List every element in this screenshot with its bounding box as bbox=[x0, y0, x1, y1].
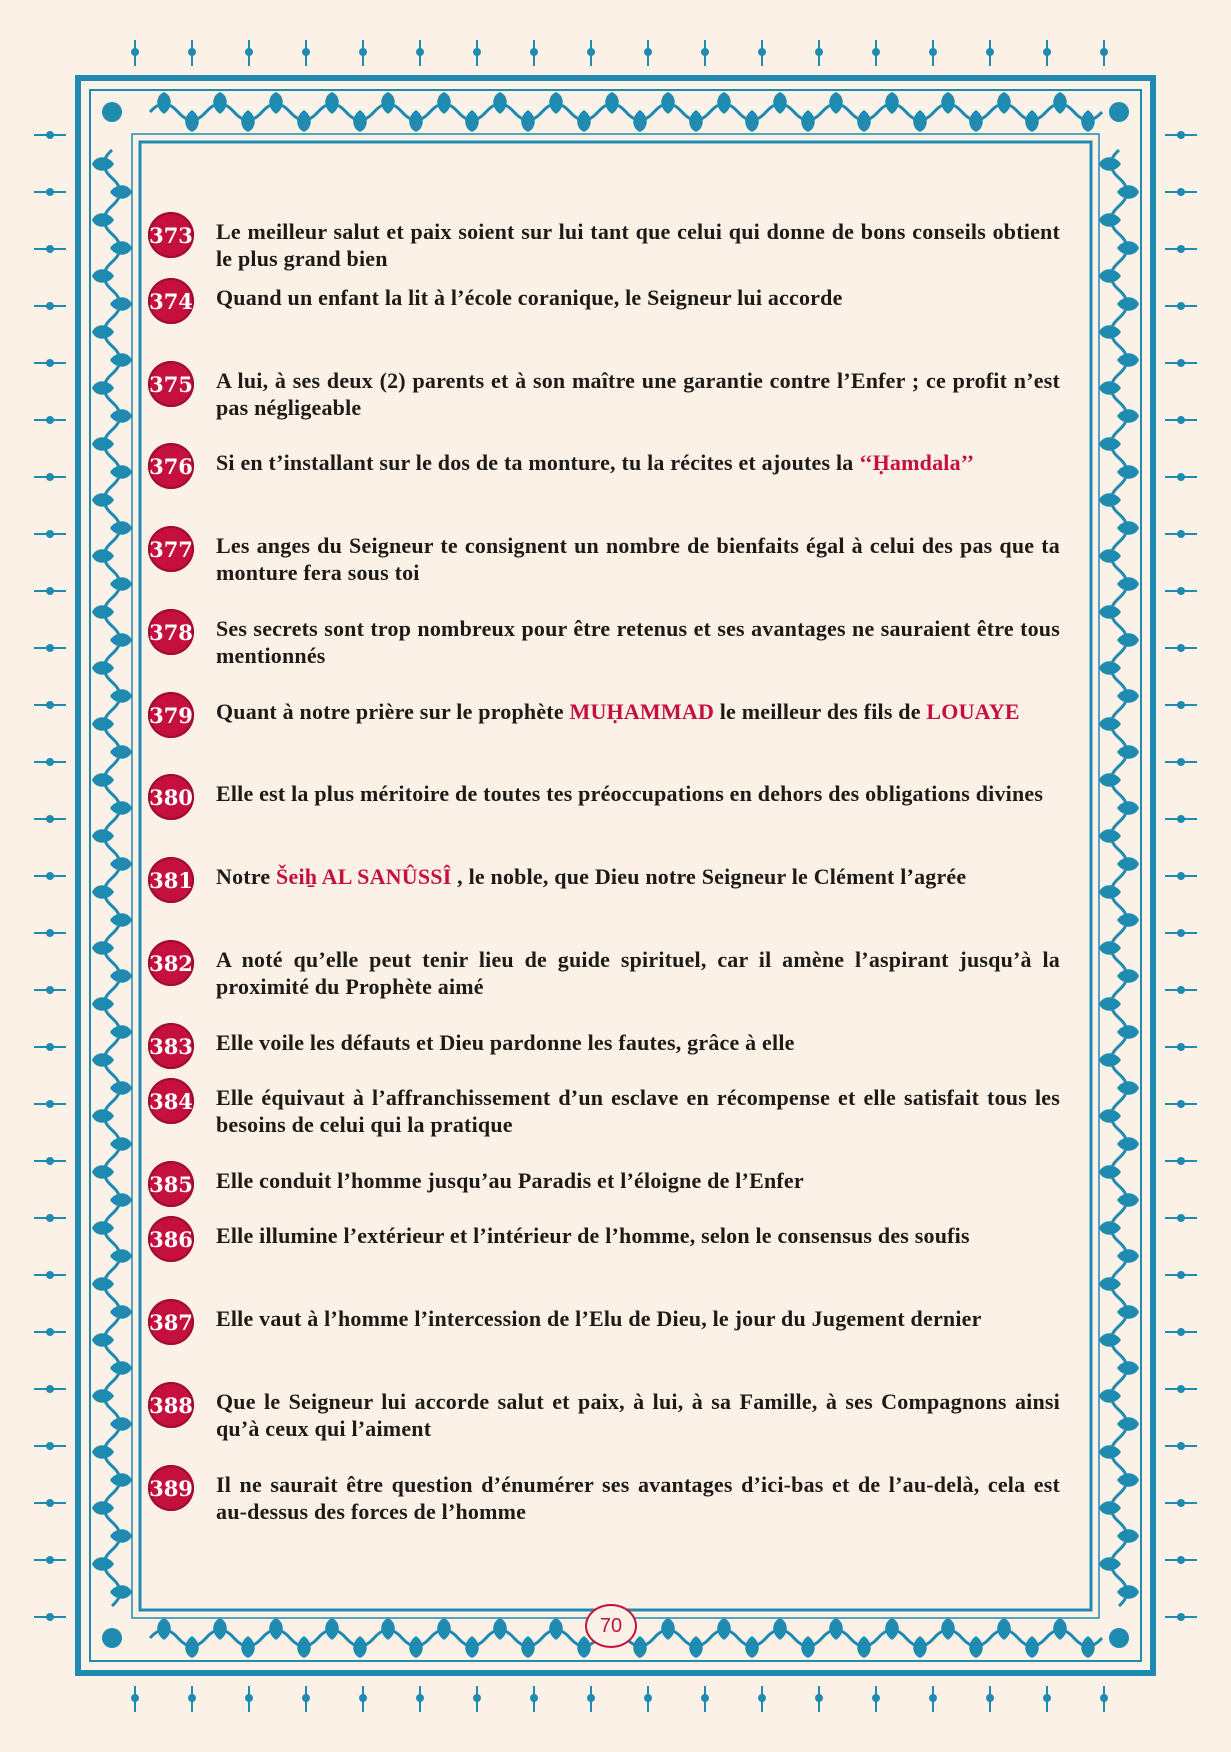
verse-text-segment: Quand un enfant la lit à l’école coranique, le Seigneur lui accorde bbox=[216, 285, 843, 310]
verse-text bbox=[216, 1029, 1060, 1056]
highlighted-name: LOUAYE bbox=[926, 699, 1020, 724]
verse-text-segment: Quant à notre prière sur le prophète bbox=[216, 699, 570, 724]
verse-text-segment: Le meilleur salut et paix soient sur lui tant que celui qui donne de bons conseils obtient le plus grand bien bbox=[216, 219, 1060, 271]
verse-number-badge: 378 bbox=[148, 609, 194, 655]
verse-text-segment: Que le Seigneur lui accorde salut et paix, à lui, à sa Famille, à ses Compagnons ainsi qu’à ceux qui l’aiment bbox=[216, 1389, 1060, 1441]
verse-text bbox=[216, 1222, 1060, 1249]
verse-text bbox=[216, 1471, 1060, 1525]
verse-text-segment: Elle voile les défauts et Dieu pardonne les fautes, grâce à elle bbox=[216, 1030, 795, 1055]
page-number: 70 bbox=[585, 1604, 637, 1648]
verse-number-badge: 373 bbox=[148, 212, 194, 258]
verse-text bbox=[216, 1084, 1060, 1138]
highlighted-name: Šeiẖ AL SANÛSSÎ bbox=[276, 864, 452, 889]
verse-text bbox=[216, 946, 1060, 1000]
verse-number-badge: 374 bbox=[148, 278, 194, 324]
verse-number-badge: 381 bbox=[148, 857, 194, 903]
verse-text bbox=[216, 1388, 1060, 1442]
verse-text bbox=[216, 780, 1060, 807]
verse-text bbox=[216, 449, 1060, 476]
verse-number-badge: 375 bbox=[148, 361, 194, 407]
verse-text bbox=[216, 1167, 1060, 1194]
verse-text bbox=[216, 1305, 1060, 1332]
verse-number-badge: 380 bbox=[148, 774, 194, 820]
verse-text-segment: Elle conduit l’homme jusqu’au Paradis et l’éloigne de l’Enfer bbox=[216, 1168, 804, 1193]
verse-text bbox=[216, 218, 1060, 272]
verse-text bbox=[216, 284, 1060, 311]
verse-text-segment: Elle est la plus méritoire de toutes tes préoccupations en dehors des obligations divines bbox=[216, 781, 1044, 806]
verse-text bbox=[216, 615, 1060, 669]
verse-number-badge: 383 bbox=[148, 1023, 194, 1069]
verse-number-badge: 379 bbox=[148, 692, 194, 738]
verse-number-badge: 387 bbox=[148, 1299, 194, 1345]
verse-number-badge: 388 bbox=[148, 1382, 194, 1428]
verse-text bbox=[216, 367, 1060, 421]
verse-number-badge: 385 bbox=[148, 1161, 194, 1207]
verse-number-badge: 376 bbox=[148, 443, 194, 489]
verse-text bbox=[216, 698, 1060, 725]
verse-text-segment: A noté qu’elle peut tenir lieu de guide spirituel, car il amène l’aspirant jusqu’à la proximité du Prophète aimé bbox=[216, 947, 1060, 999]
verse-text-segment: Si en t’installant sur le dos de ta monture, tu la récites et ajoutes la bbox=[216, 450, 860, 475]
verse-text bbox=[216, 863, 1060, 890]
verse-text-segment: Il ne saurait être question d’énumérer ses avantages d’ici-bas et de l’au-delà, cela est au-dessus des forces de l’homme bbox=[216, 1472, 1060, 1524]
verse-text-segment: Elle illumine l’extérieur et l’intérieur de l’homme, selon le consensus des soufis bbox=[216, 1223, 970, 1248]
verse-number-badge: 377 bbox=[148, 526, 194, 572]
verse-number-badge: 382 bbox=[148, 940, 194, 986]
verse-text-segment: A lui, à ses deux (2) parents et à son maître une garantie contre l’Enfer ; ce profit n’est pas négligeable bbox=[216, 368, 1060, 420]
verse-number-badge: 386 bbox=[148, 1216, 194, 1262]
verse-text-segment: Elle équivaut à l’affranchissement d’un esclave en récompense et elle satisfait tous les besoins de celui qui la pratique bbox=[216, 1085, 1060, 1137]
verse-text-segment: Elle vaut à l’homme l’intercession de l’Elu de Dieu, le jour du Jugement dernier bbox=[216, 1306, 982, 1331]
verse-text-segment: Ses secrets sont trop nombreux pour être retenus et ses avantages ne sauraient être tous mentionnés bbox=[216, 616, 1060, 668]
verse-text-segment: Notre bbox=[216, 864, 277, 889]
verse-text-segment: Les anges du Seigneur te consignent un nombre de bienfaits égal à celui des pas que ta monture fera sous toi bbox=[216, 533, 1060, 585]
verse-text-segment: le meilleur des fils de bbox=[714, 699, 927, 724]
verse-number-badge: 384 bbox=[148, 1078, 194, 1124]
verse-number-badge: 389 bbox=[148, 1465, 194, 1511]
highlighted-name: ‘‘Ḥamdala’’ bbox=[859, 450, 975, 475]
highlighted-name: MUḤAMMAD bbox=[569, 699, 715, 724]
verse-text-segment: , le noble, que Dieu notre Seigneur le Clément l’agrée bbox=[451, 864, 967, 889]
verse-text bbox=[216, 532, 1060, 586]
